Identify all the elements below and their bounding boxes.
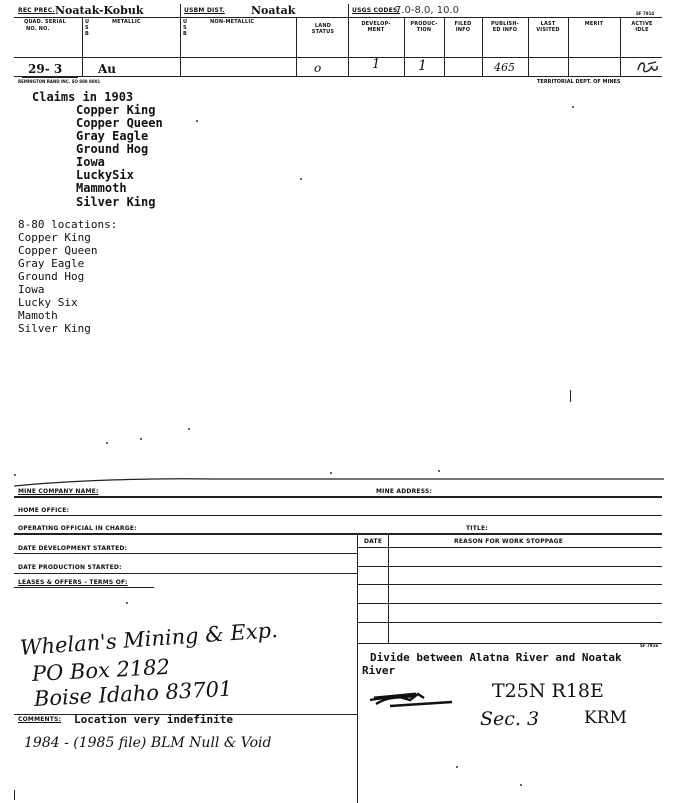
rule-home-office [14, 515, 662, 516]
land-status-value: o [314, 61, 322, 75]
location-item: Silver King [18, 322, 91, 335]
scan-mark [570, 390, 571, 402]
scan-speck [188, 428, 190, 430]
scan-speck [196, 120, 198, 122]
usb-b-label-2: B [183, 31, 188, 37]
operating-official-label: OPERATING OFFICIAL IN CHARGE: [18, 525, 137, 532]
rule-operating-official [14, 533, 662, 535]
col-divider-c [296, 18, 297, 76]
comments-value: Location very indefinite [74, 713, 233, 726]
rec-prec-value: Noatak-Kobuk [55, 4, 144, 17]
claim-item: Mammoth [76, 181, 127, 195]
usb-b-label: B [85, 31, 90, 37]
scan-speck [520, 784, 522, 786]
active-idle-label-1: ACTIVE [631, 21, 653, 27]
usbm-dist-value: Noatak [251, 4, 296, 17]
no-no-label: NO. NO. [26, 26, 50, 32]
section-number: Sec. 3 [480, 708, 540, 730]
blm-note-handwritten: 1984 - (1985 file) BLM Null & Void [24, 735, 272, 751]
initials: KRM [584, 708, 627, 728]
claims-heading: Claims in 1903 [32, 90, 134, 104]
scan-speck [572, 106, 574, 108]
department-label: TERRITORIAL DEPT. OF MINES [537, 79, 621, 85]
metallic-label: METALLIC [112, 19, 141, 25]
title-label: TITLE: [466, 525, 488, 532]
scan-speck [456, 766, 458, 768]
claim-item: Copper King [76, 103, 156, 117]
township-range: T25N R18E [492, 680, 604, 702]
rule-leases [14, 587, 154, 588]
stoppage-date-col-border [388, 534, 389, 644]
last-visited-label-2: VISITED [536, 27, 560, 33]
quad-serial-underline [22, 76, 78, 78]
header-mid-rule [14, 57, 662, 58]
claim-item: Copper Queen [76, 116, 163, 130]
usb-u-label-2: U [183, 19, 188, 25]
usbm-dist-label: USBM DIST. [184, 7, 225, 14]
col-divider-g [482, 18, 483, 76]
company-handwritten: Whelan's Mining & Exp. [19, 618, 279, 660]
rule-date-prod [14, 573, 357, 574]
mine-address-label: MINE ADDRESS: [376, 488, 433, 495]
merit-label: MERIT [584, 21, 604, 27]
col-divider-d [348, 18, 349, 76]
claim-item: Gray Eagle [76, 129, 149, 143]
stoppage-row-rule [357, 622, 662, 623]
rule-date-dev [14, 553, 357, 554]
location-item: Copper King [18, 231, 91, 244]
filed-info-label-2: INFO [455, 27, 471, 33]
stoppage-row-rule [357, 584, 662, 585]
metallic-value: Au [98, 62, 117, 76]
col-divider-j [620, 18, 621, 76]
active-idle-scribble-icon [636, 58, 660, 76]
production-label-1: PRODUC- [410, 21, 438, 27]
usb-u-label: U [85, 19, 90, 25]
scan-speck [106, 442, 108, 444]
form-number: SF 7914 [636, 11, 655, 16]
production-value: 1 [418, 58, 427, 74]
date-prod-started-label: DATE PRODUCTION STARTED: [18, 564, 122, 571]
header-bottom-rule [14, 76, 662, 77]
left-edge-tick [14, 790, 15, 800]
stoppage-row-rule [357, 566, 662, 567]
last-visited-label-1: LAST [540, 21, 556, 27]
scan-speck [126, 602, 128, 604]
claim-item: Ground Hog [76, 142, 149, 156]
published-info-value: 465 [494, 61, 515, 74]
rec-prec-label: REC PREC. [18, 7, 55, 14]
non-metallic-label: NON-METALLIC [210, 19, 255, 25]
published-info-label-1: PUBLISH- [490, 21, 520, 27]
form-number-2: SF 7916 [640, 643, 659, 648]
stoppage-row-rule [357, 643, 662, 644]
stoppage-row-rule [357, 603, 662, 604]
po-box-handwritten: PO Box 2182 [31, 654, 171, 686]
location-item: Iowa [18, 283, 45, 296]
claim-item: Silver King [76, 195, 156, 209]
header-divider-1 [180, 4, 181, 18]
scan-speck [300, 178, 302, 180]
location-item: Mamoth [18, 309, 58, 322]
city-handwritten: Boise Idaho 83701 [33, 676, 233, 711]
development-label-1: DEVELOP- [361, 21, 391, 27]
leases-label: LEASES & OFFERS - TERMS OF: [18, 579, 128, 586]
remarks-line-1: Divide between Alatna River and Noatak [370, 651, 622, 664]
land-status-label-1: LAND [314, 23, 332, 29]
claim-item: Iowa [76, 155, 105, 169]
stoppage-table-left-border [357, 534, 358, 803]
published-info-label-2: ED INFO [492, 27, 518, 33]
quad-serial-label: QUAD. SERIAL [24, 19, 66, 25]
location-item: Lucky Six [18, 296, 78, 309]
active-idle-label-2: IDLE [635, 27, 649, 33]
development-value: 1 [372, 57, 381, 72]
scan-speck [140, 438, 142, 440]
filed-info-label-1: FILED [454, 21, 472, 27]
mine-company-label: MINE COMPANY NAME: [18, 488, 99, 495]
comments-label: COMMENTS: [18, 716, 62, 723]
lower-form-top-curve [14, 472, 664, 492]
col-divider-i [568, 18, 569, 76]
home-office-label: HOME OFFICE: [18, 507, 70, 514]
date-dev-started-label: DATE DEVELOPMENT STARTED: [18, 545, 128, 552]
usgs-codes-label: USGS CODES: [352, 7, 401, 14]
reason-col-label: REASON FOR WORK STOPPAGE [454, 538, 564, 545]
scribble-out-icon [366, 686, 462, 710]
claim-item: LuckySix [76, 168, 134, 182]
date-col-label: DATE [364, 538, 383, 545]
location-item: Ground Hog [18, 270, 85, 283]
stoppage-header-rule [357, 547, 662, 548]
header-divider-2 [348, 4, 349, 18]
col-divider-a [82, 18, 83, 76]
printer-line: REMINGTON RAND INC. SO 888 8801 [18, 79, 101, 84]
locations-heading: 8-80 locations: [18, 218, 118, 231]
land-status-label-2: STATUS [311, 29, 335, 35]
development-label-2: MENT [367, 27, 385, 33]
usb-s-label: S [85, 25, 89, 31]
col-divider-b [180, 18, 181, 76]
header-top-rule [14, 17, 662, 18]
remarks-line-2: River [362, 664, 396, 677]
usgs-codes-value: 7.0-8.0, 10.0 [395, 5, 460, 16]
location-item: Copper Queen [18, 244, 98, 257]
rule-mine-company [14, 496, 662, 498]
production-label-2: TION [416, 27, 432, 33]
usb-s-label-2: S [183, 25, 187, 31]
quad-serial-value: 29- 3 [28, 62, 63, 76]
location-item: Gray Eagle [18, 257, 85, 270]
